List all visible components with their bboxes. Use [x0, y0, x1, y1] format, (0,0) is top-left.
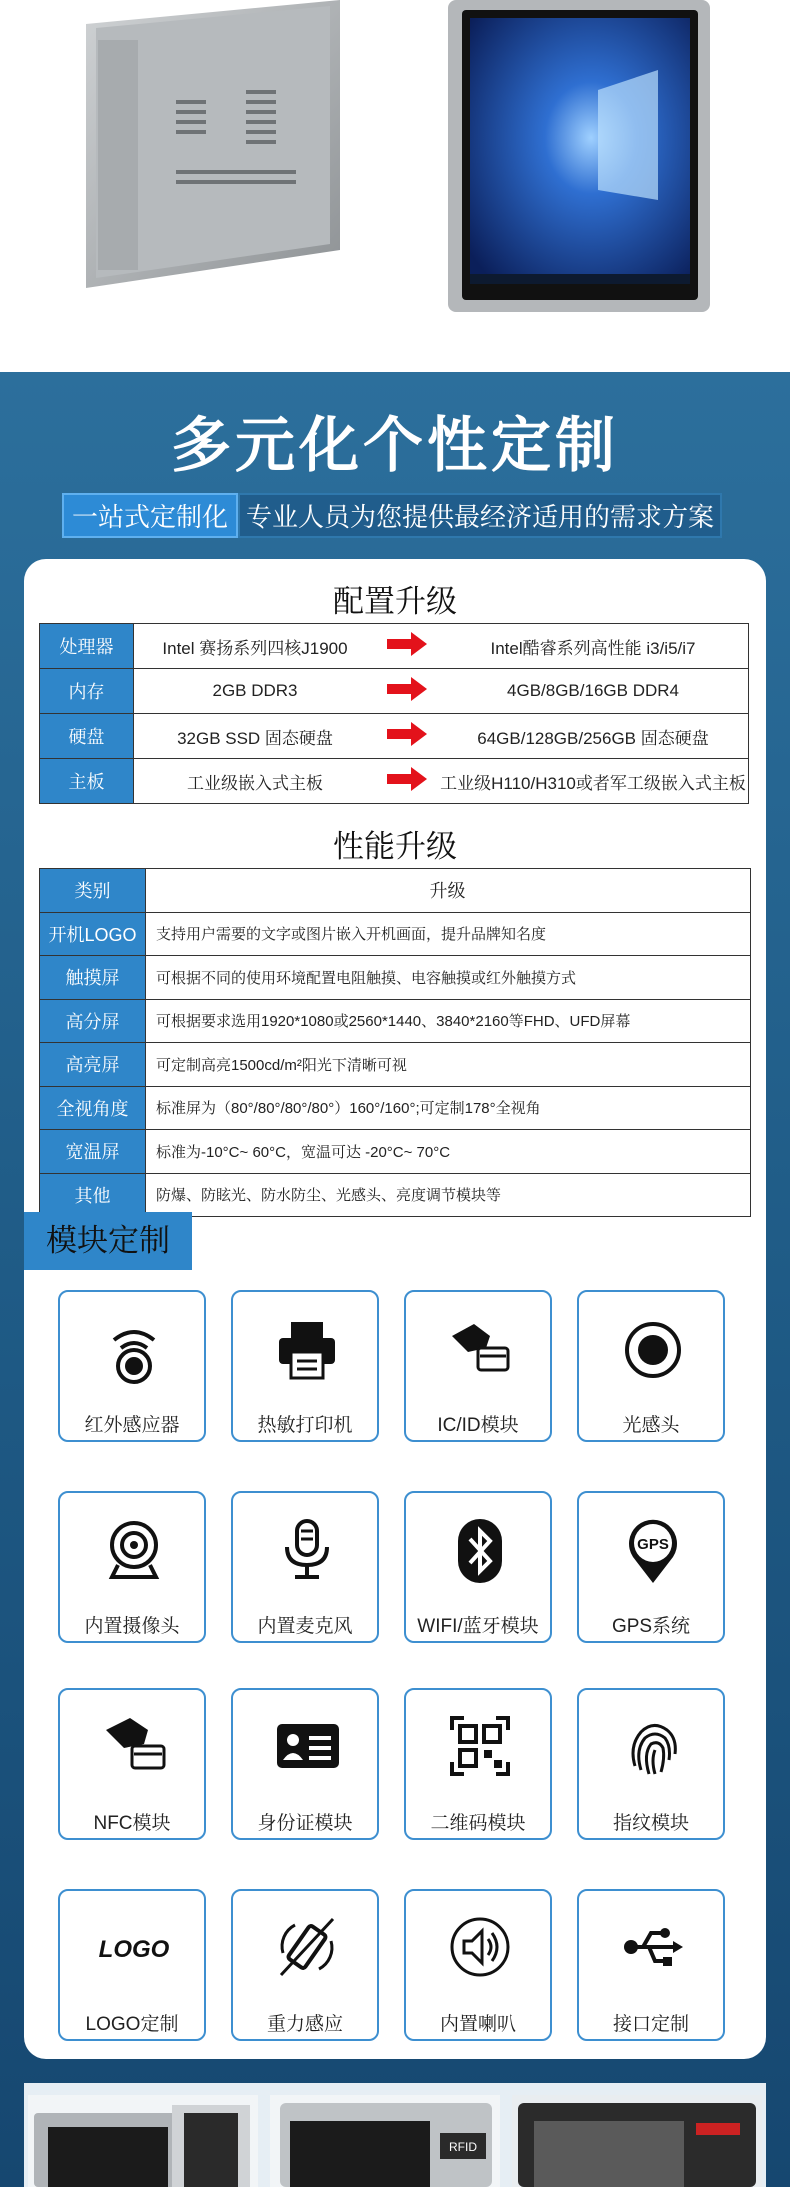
card-reader-icon [450, 1318, 510, 1382]
performance-row-name: 触摸屏 [40, 956, 146, 1000]
module-card [404, 1688, 552, 1840]
config-row-upgrade: Intel酷睿系列高性能 i3/i5/i7 [438, 624, 749, 669]
fingerprint-icon [623, 1716, 683, 1780]
subtitle-highlight: 一站式定制化 [62, 493, 238, 538]
module-label: 内置喇叭 [439, 2014, 516, 2035]
performance-row-name: 宽温屏 [40, 1130, 146, 1174]
performance-row-desc: 可定制高亮1500cd/m²阳光下清晰可视 [146, 1043, 751, 1087]
module-card [404, 1290, 552, 1442]
rfid-label: RFID [449, 2140, 477, 2154]
config-row-name: 处理器 [40, 624, 134, 669]
performance-row-name: 全视角度 [40, 1086, 146, 1130]
module-label: 热敏打印机 [257, 1415, 353, 1436]
config-row-name: 内存 [40, 669, 134, 714]
usb-icon [623, 1917, 683, 1981]
bottom-product-strip [24, 2083, 766, 2187]
config-section-title: 配置升级 [333, 584, 457, 619]
nfc-card-icon [104, 1716, 164, 1780]
performance-table [39, 868, 751, 1217]
webcam-icon [104, 1519, 164, 1583]
module-card [577, 1889, 725, 2041]
red-arrow-icon [376, 714, 438, 759]
performance-table-header [40, 869, 751, 913]
performance-row-desc: 可根据不同的使用环境配置电阻触摸、电容触摸或红外触摸方式 [146, 956, 751, 1000]
logo-icon-text: LOGO [98, 1936, 170, 1963]
header-category: 类别 [40, 869, 146, 913]
id-card-icon [277, 1716, 337, 1780]
speaker-icon [450, 1917, 510, 1981]
module-label: 二维码模块 [430, 1813, 526, 1834]
module-label: 重力感应 [266, 2014, 343, 2035]
module-label: 接口定制 [612, 2014, 689, 2035]
gps-pin-icon [623, 1519, 683, 1583]
module-label: 内置麦克风 [257, 1616, 353, 1637]
module-card [404, 1491, 552, 1643]
red-arrow-icon [376, 759, 438, 804]
performance-row-desc: 标准屏为（80°/80°/80°/80°）160°/160°;可定制178°全视角 [146, 1086, 751, 1130]
page-title: 多元化个性定制 [171, 412, 619, 479]
performance-row-name: 高亮屏 [40, 1043, 146, 1087]
module-card [577, 1290, 725, 1442]
module-card [58, 1688, 206, 1840]
config-row [40, 669, 749, 714]
performance-row [40, 1130, 751, 1174]
module-card [58, 1889, 206, 2041]
red-arrow-icon [376, 669, 438, 714]
performance-row [40, 1043, 751, 1087]
header-upgrade: 升级 [146, 869, 751, 913]
config-row-upgrade: 工业级H110/H310或者军工级嵌入式主板 [438, 759, 749, 804]
logo-text-icon [98, 1917, 170, 1981]
module-label: IC/ID模块 [437, 1415, 519, 1436]
module-card [577, 1491, 725, 1643]
performance-row-desc: 支持用户需要的文字或图片嵌入开机画面，提升品牌知名度 [146, 912, 751, 956]
module-label: LOGO定制 [85, 2014, 179, 2035]
config-row-upgrade: 64GB/128GB/256GB 固态硬盘 [438, 714, 749, 759]
infrared-sensor-icon [104, 1318, 164, 1382]
module-card [231, 1889, 379, 2041]
module-card [58, 1290, 206, 1442]
performance-row [40, 1173, 751, 1217]
qr-code-icon [450, 1716, 510, 1780]
module-label: GPS系统 [611, 1616, 691, 1637]
performance-row-desc: 可根据要求选用1920*1080或2560*1440、3840*2160等FHD、UFD屏幕 [146, 999, 751, 1043]
config-row-standard: 2GB DDR3 [134, 669, 377, 714]
module-card [577, 1688, 725, 1840]
microphone-icon [277, 1519, 337, 1583]
performance-row-name: 开机LOGO [40, 912, 146, 956]
module-card [231, 1290, 379, 1442]
bluetooth-icon [450, 1519, 510, 1583]
module-label: NFC模块 [93, 1813, 171, 1834]
performance-section-title: 性能升级 [333, 829, 457, 864]
bottom-product-photos [24, 2083, 766, 2187]
performance-row [40, 912, 751, 956]
product-photo-area [0, 0, 790, 372]
module-card [231, 1491, 379, 1643]
subtitle-text: 专业人员为您提供最经济适用的需求方案 [238, 493, 722, 538]
module-card [231, 1688, 379, 1840]
config-row-standard: 工业级嵌入式主板 [134, 759, 377, 804]
performance-row [40, 956, 751, 1000]
performance-row-desc: 防爆、防眩光、防水防尘、光感头、亮度调节模块等 [146, 1173, 751, 1217]
module-label: 内置摄像头 [84, 1616, 180, 1637]
light-sensor-icon [623, 1318, 683, 1382]
module-card [58, 1491, 206, 1643]
module-label: 身份证模块 [257, 1813, 353, 1834]
config-row-standard: 32GB SSD 固态硬盘 [134, 714, 377, 759]
modules-section-title: 模块定制 [24, 1212, 192, 1270]
config-table [39, 623, 749, 804]
config-row-standard: Intel 赛扬系列四核J1900 [134, 624, 377, 669]
performance-row [40, 999, 751, 1043]
performance-row-name: 其他 [40, 1173, 146, 1217]
gps-icon-text: GPS [637, 1536, 669, 1553]
printer-icon [277, 1318, 337, 1382]
config-row [40, 714, 749, 759]
subtitle [62, 493, 728, 532]
panel-pc-back-view [86, 0, 340, 288]
module-label: 光感头 [622, 1415, 680, 1436]
module-label: WIFI/蓝牙模块 [417, 1616, 539, 1637]
config-row [40, 624, 749, 669]
module-label: 指纹模块 [612, 1813, 689, 1834]
config-row-name: 硬盘 [40, 714, 134, 759]
module-label: 红外感应器 [84, 1415, 180, 1436]
config-row-name: 主板 [40, 759, 134, 804]
performance-row-name: 高分屏 [40, 999, 146, 1043]
module-card [404, 1889, 552, 2041]
rotation-sensor-icon [277, 1917, 337, 1981]
config-row [40, 759, 749, 804]
red-arrow-icon [376, 624, 438, 669]
config-row-upgrade: 4GB/8GB/16GB DDR4 [438, 669, 749, 714]
panel-pc-front-view [448, 0, 710, 312]
performance-row-desc: 标准为-10°C~ 60°C，宽温可达 -20°C~ 70°C [146, 1130, 751, 1174]
performance-row [40, 1086, 751, 1130]
